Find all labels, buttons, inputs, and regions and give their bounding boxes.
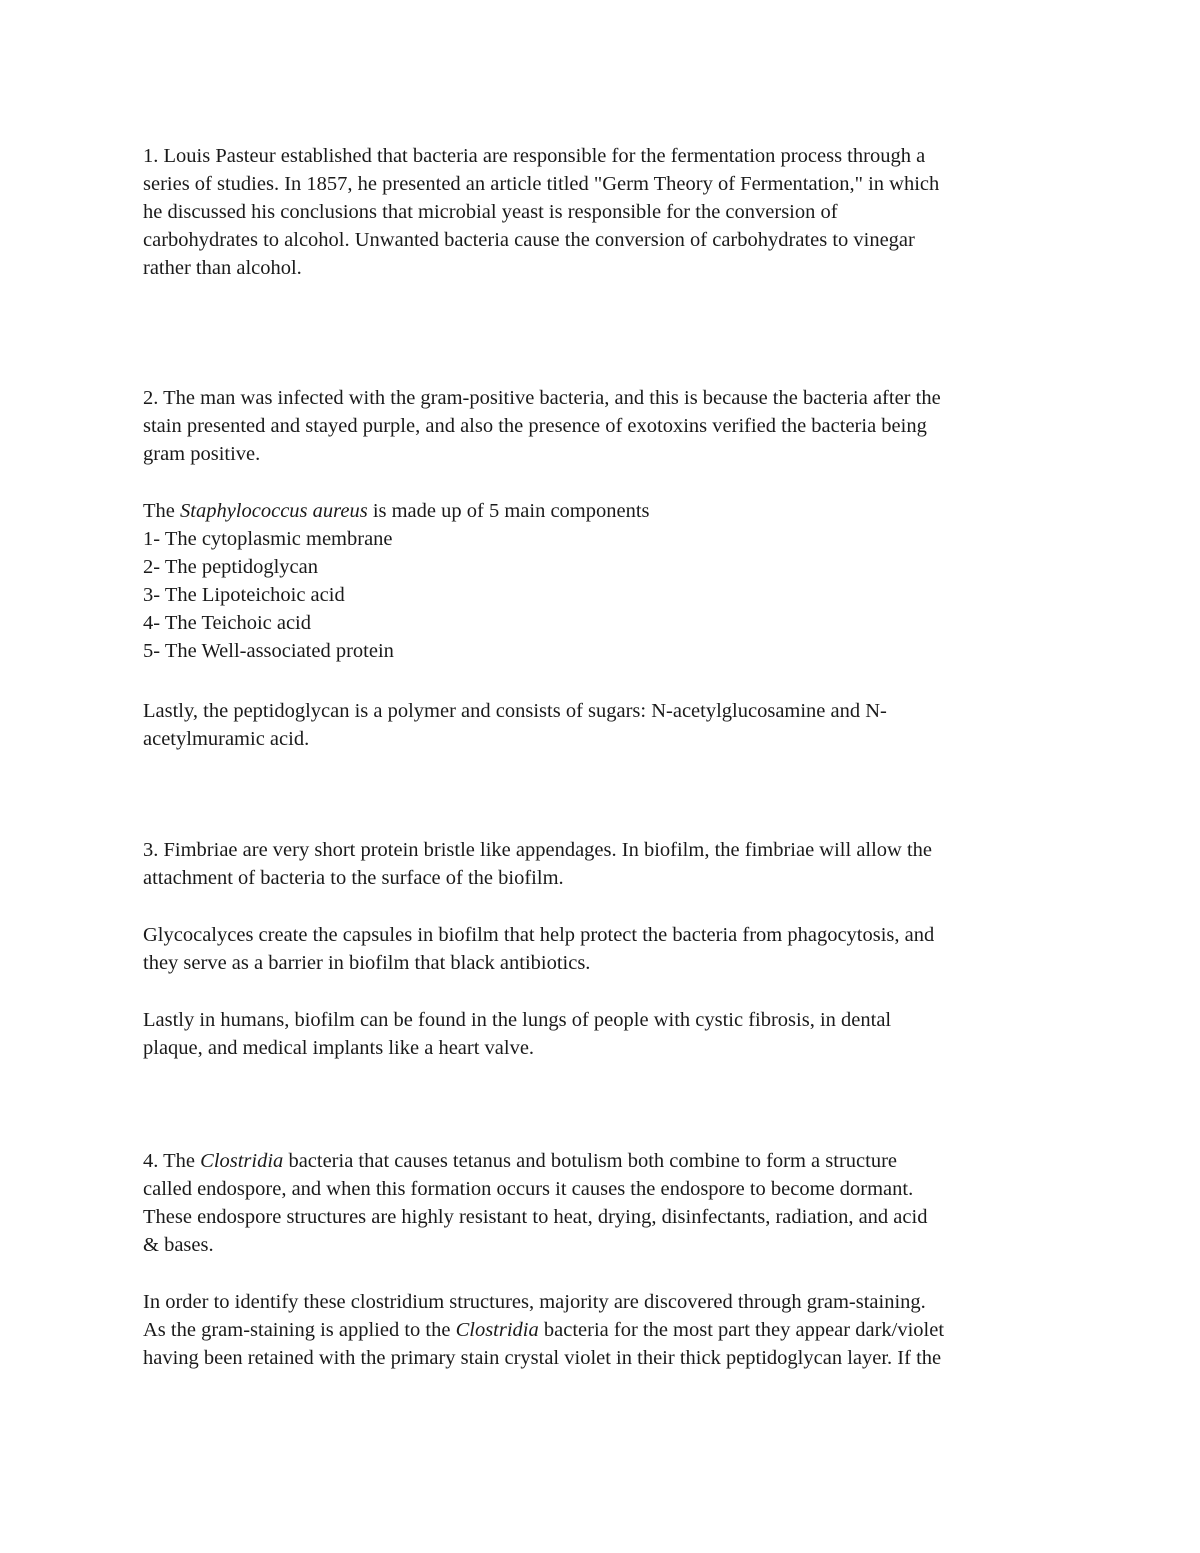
text-line: These endospore structures are highly resistant to heat, drying, disinfectants, radiation, and acid — [143, 1206, 928, 1228]
answer-1-paragraph — [143, 142, 1073, 282]
genus-name: Clostridia — [200, 1150, 284, 1172]
text-line: Lastly, the peptidoglycan is a polymer and consists of sugars: N-acetylglucosamine and N- — [143, 700, 887, 722]
genus-name: Clostridia — [455, 1319, 539, 1341]
text-line: 2. The man was infected with the gram-positive bacteria, and this is because the bacteria after the — [143, 387, 941, 409]
answer-2-paragraph — [143, 384, 1073, 468]
list-item: 5- The Well-associated protein — [143, 640, 394, 662]
text-line: gram positive. — [143, 443, 261, 465]
answer-3-paragraph-2 — [143, 921, 1073, 977]
text-line: carbohydrates to alcohol. Unwanted bacteria cause the conversion of carbohydrates to vinegar — [143, 229, 915, 251]
text-line: 4. The Clostridia bacteria that causes tetanus and botulism both combine to form a structure — [143, 1150, 897, 1172]
text-line: 1. Louis Pasteur established that bacteria are responsible for the fermentation process through a — [143, 145, 926, 167]
list-item: 2- The peptidoglycan — [143, 556, 318, 578]
text-line: acetylmuramic acid. — [143, 728, 310, 750]
text-line: they serve as a barrier in biofilm that black antibiotics. — [143, 952, 591, 974]
answer-3-paragraph-3 — [143, 1006, 1073, 1062]
text-line: he discussed his conclusions that microbial yeast is responsible for the conversion of — [143, 201, 838, 223]
answer-4-paragraph-1 — [143, 1147, 1073, 1259]
components-list — [143, 497, 1073, 665]
text-line: rather than alcohol. — [143, 257, 302, 279]
text-line: called endospore, and when this formation occurs it causes the endospore to become dormant. — [143, 1178, 914, 1200]
text-line: having been retained with the primary stain crystal violet in their thick peptidoglycan layer. If the — [143, 1347, 942, 1369]
answer-3-paragraph-1 — [143, 836, 1073, 892]
text-line: Lastly in humans, biofilm can be found in the lungs of people with cystic fibrosis, in dental — [143, 1009, 892, 1031]
text-line: Glycocalyces create the capsules in biofilm that help protect the bacteria from phagocytosis, and — [143, 924, 935, 946]
list-item: 4- The Teichoic acid — [143, 612, 312, 634]
text-line: As the gram-staining is applied to the Clostridia bacteria for the most part they appear dark/violet — [143, 1319, 945, 1341]
text-line: In order to identify these clostridium structures, majority are discovered through gram-staining. — [143, 1291, 926, 1313]
text-line: & bases. — [143, 1234, 214, 1256]
answer-2-closing — [143, 697, 1073, 753]
text-line: plaque, and medical implants like a heart valve. — [143, 1037, 535, 1059]
text-line: 3. Fimbriae are very short protein bristle like appendages. In biofilm, the fimbriae will allow the — [143, 839, 933, 861]
text-line: series of studies. In 1857, he presented an article titled "Germ Theory of Fermentation," in which — [143, 173, 940, 195]
list-item: 3- The Lipoteichoic acid — [143, 584, 345, 606]
species-name: Staphylococcus aureus — [180, 500, 368, 522]
list-item: 1- The cytoplasmic membrane — [143, 528, 393, 550]
components-intro: The Staphylococcus aureus is made up of 5 main components — [143, 500, 650, 522]
text-line: stain presented and stayed purple, and also the presence of exotoxins verified the bacteria being — [143, 415, 927, 437]
answer-4-paragraph-2 — [143, 1288, 1073, 1372]
text-line: attachment of bacteria to the surface of the biofilm. — [143, 867, 564, 889]
